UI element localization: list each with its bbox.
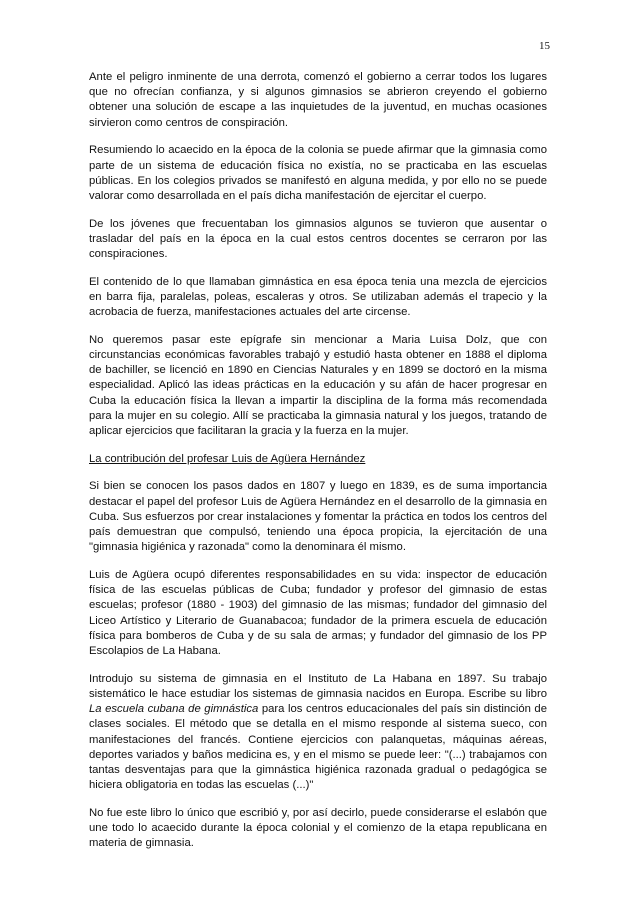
paragraph-maria-luisa-dolz: No queremos pasar este epígrafe sin mencionar a Maria Luisa Dolz, que con circunstancias económicas favorables trabajó y estudió hasta obtener en 1888 el diploma de bachiller, se licenció en 1890 en Ciencias Naturales y en 1899 se doctoró en la misma especialidad. Aplicó las ideas prácticas en la educación y su afán de hacer progresar en Cuba la educación física la llevan a impartir la disciplina de la forma más recomendada para la mujer en su colegio. Allí se practicaba la gimnasia natural y los juegos, tratando de aplicar ejercicios que facilitaran la gracia y la fuerza en la mujer. xyxy=(89,333,547,438)
paragraph-closing: No fue este libro lo único que escribió y, por así decirlo, puede considerarse el eslabón que une todo lo acaecido durante la época colonial y el comienzo de la etapa republicana en materia de gimnasia. xyxy=(89,806,547,850)
paragraph-aguera-importance: Si bien se conocen los pasos dados en 1807 y luego en 1839, es de suma importancia destacar el papel del profesor Luis de Agüera Hernández en el desarrollo de la gimnasia en Cuba. Sus esfuerzos por crear instalaciones y fomentar la práctica en todos los centros del país demuestran que compulsó, teniendo una época propicia, la ejercitación de una "gimnasia higiénica y razonada" como la denominara él mismo. xyxy=(89,480,547,554)
paragraph-youth-exodus: De los jóvenes que frecuentaban los gimnasios algunos se tuvieron que ausentar o trasladar del país en la época en la cual estos centros docentes se cerraron por las conspiraciones. xyxy=(89,217,547,261)
book-paragraph-rest: para los centros educacionales del país sin distinción de clases sociales. El método que se detalla en el mismo responde al sistema sueco, con manifestaciones del francés. Contiene ejercicios con palanquetas, máquinas aéreas, deportes variados y baños medicina es, y en el mismo se puede leer: "(...) trabajamos con tantas desventajas para que la gimnástica higiénica razonada gradual o pedagógica se hiciera obligatoria en todas las escuelas (...)" xyxy=(89,703,548,792)
section-heading: La contribución del profesar Luis de Agüera Hernández xyxy=(89,452,366,465)
document-body xyxy=(89,70,547,864)
paragraph-aguera-responsibilities: Luis de Agüera ocupó diferentes responsabilidades en su vida: inspector de educación física de las escuelas públicas de Cuba; fundador y profesor del gimnasio de estas escuelas; profesor (1880 - 1903) del gimnasio de las mismas; fundador del gimnasio del Liceo Artístico y Literario de Guanabacoa; fundador de la primera escuela de educación física para bomberos de Cuba y de su sala de armas; y fundador del gimnasio de los PP Escolapios de La Habana. xyxy=(89,568,547,657)
paragraph-gymnastics-content: El contenido de lo que llamaban gimnástica en esa época tenia una mezcla de ejercicios en barra fija, paralelas, poleas, escaleras y otros. Se utilizaban además el trapecio y la acrobacia de fuerza, manifestaciones actuales del arte circense. xyxy=(89,275,547,319)
paragraph-colonial-summary: Resumiendo lo acaecido en la época de la colonia se puede afirmar que la gimnasia como parte de un sistema de educación física no existía, no se practicaba en las escuelas públicas. En los colegios privados se manifestó en alguna medida, y por ello no se puede valorar como desarrollada en el país dicha manifestación de ejercitar el cuerpo. xyxy=(89,144,547,202)
paragraph-aguera-book xyxy=(89,672,547,794)
book-paragraph-intro: Introdujo su sistema de gimnasia en el Instituto de La Habana en 1897. Su trabajo sistemático le hace estudiar los sistemas de gimnasia nacidos en Europa. Escribe su libro xyxy=(89,672,547,700)
book-title: La escuela cubana de gimnástica xyxy=(89,703,259,716)
page-number: 15 xyxy=(539,40,550,52)
paragraph-closing-gymnasiums: Ante el peligro inminente de una derrota, comenzó el gobierno a cerrar todos los lugares que no ofrecían confianza, y si algunos gimnasios se abrieron creyendo el gobierno obtener una solución de escape a las inquietudes de la juventud, en muchas ocasiones sirvieron como centros de conspiración. xyxy=(89,71,547,129)
